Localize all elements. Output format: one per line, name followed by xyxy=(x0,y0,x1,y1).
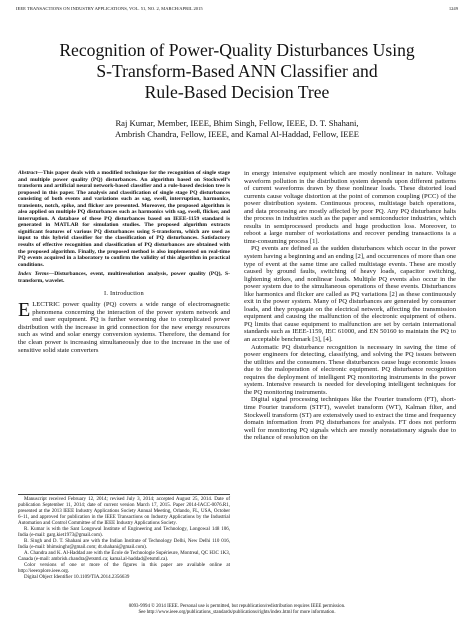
footnotes xyxy=(18,494,230,581)
copyright-line: See http://www.ieee.org/publications_standards/publications/rights/index.html for more information. xyxy=(138,610,336,615)
drop-cap: E xyxy=(18,299,31,322)
intro-paragraph xyxy=(18,301,230,354)
body-paragraph: Automatic PQ disturbance recognition is necessary in saving the time of power engineers for detecting, classifying, and solving the PQ issues between the utilities and the consumers. These disturbances cause huge economic losses due to the maloperation of electronic equipment. PQ disturbance recognition requires the deployment of intelligent PQ monitoring instruments in the power system. Intensive research is needed for developing intelligent techniques for the PQ monitoring instruments. xyxy=(244,343,456,396)
footnote: A. Chandra and K. Al-Haddad are with the École de Technologie Supérieure, Montreal, QC H3C 1K3, Canada (e-mail: ambrish.chandra@etsmtl.ca; kamal.al-haddad@etsmtl.ca). xyxy=(18,551,230,562)
abstract-lead: Abstract xyxy=(18,170,38,176)
abstract-text: —This paper deals with a modified technique for the recognition of single stage and multiple power quality (PQ) disturbances. An algorithm based on Stockwell’s transform and artificial neural network-based classifier and a rule-based decision tree is proposed in this paper. The analysis and classification of single stage PQ disturbances consisting of both events and variations such as sag, swell, interruption, harmonics, transients, notch, spike, and flicker are presented. Moreover, the proposed algorithm is also applied on multiple PQ disturbances such as harmonics with sag, swell, flicker, and interruption. A database of these PQ disturbances based on IEEE-1159 standard is generated in MATLAB for simulation studies. The proposed algorithm extracts significant features of various PQ disturbances using S-transform, which are used as input to this hybrid classifier for the classification of PQ disturbances. Satisfactory results of effective recognition and classification of PQ disturbances are obtained with the proposed algorithm. Finally, the proposed method is also implemented on real-time PQ events acquired in a laboratory to confirm the validity of this algorithm in practical conditions. xyxy=(18,170,230,268)
title-line: Recognition of Power-Quality Disturbances Using xyxy=(59,40,415,60)
journal-name: IEEE TRANSACTIONS ON INDUSTRY APPLICATIONS, VOL. 51, NO. 2, MARCH/APRIL 2015 xyxy=(16,6,203,11)
copyright-line: 0093-9994 © 2014 IEEE. Personal use is permitted, but republication/redistribution requires IEEE permission. xyxy=(128,604,346,609)
right-column xyxy=(244,170,456,590)
footnote: R. Kumar is with the Sant Longowal Institute of Engineering and Technology, Longowal 148 106, India (e-mail: garg.kiet1973@gmail.com). xyxy=(18,527,230,538)
paper-title xyxy=(20,40,454,103)
title-line: S-Transform-Based ANN Classifier and xyxy=(96,61,378,81)
running-header xyxy=(16,6,458,16)
index-terms-text: —Disturbances, event, multiresolution analysis, power quality (PQ), S-transform, wavelet. xyxy=(18,271,230,284)
index-terms xyxy=(18,271,230,284)
footnote: Digital Object Identifier 10.1109/TIA.2014.2356639 xyxy=(24,575,130,580)
footnote: Color versions of one or more of the figures in this paper are available online at http://ieeexplore.ieee.org. xyxy=(18,563,230,574)
intro-text: LECTRIC power quality (PQ) covers a wide range of electromagnetic phenomena concerning the interaction of the power system network and end user equipment. PQ is further worsening due to complicated power distribution with the increase in grid connection for the new energy resources such as wind and solar energy conversion systems. Therefore, the demand for the clean power is increasing simultaneously due to the increase in the use of sensitive solid state converters xyxy=(18,301,230,354)
author-line: Ambrish Chandra, Fellow, IEEE, and Kamal Al-Haddad, Fellow, IEEE xyxy=(115,129,359,139)
footnote: B. Singh and D. T. Shahani are with the Indian Institute of Technology Delhi, New Delhi 110 016, India (e-mail: bhimsinghr@gmail.com; dt.shahani@gmail.com). xyxy=(18,539,230,550)
abstract xyxy=(18,170,230,268)
body-paragraph: PQ events are defined as the sudden disturbances which occur in the power system having a beginning and an ending [2], and occurrences of more than one type of event at the same time are called multistage events. These are mostly caused by ground faults, switching of heavy loads, capacitor switching, lightening strikes, and nonlinear loads. Multiple PQ events also occur in the power system due to the simultaneous operations of these events. Disturbances like harmonics and flicker are called as PQ variations [2] as these continuously exit in the power system. Many of PQ disturbances are generated by consumer loads, and they propagate on the electrical network, affecting the transmission equipment and causing the malfunction of the electronic equipment of others. PQ limits that cause equipment to malfunction are set by certain international standards such as IEEE-1159, IEC 61000, and EN 50160 to maintain the PQ to an acceptable benchmark [3], [4]. xyxy=(244,245,456,344)
section-heading: I. Introduction xyxy=(104,290,144,298)
index-terms-lead: Index Terms xyxy=(18,271,49,278)
body-paragraph: Digital signal processing techniques like the Fourier transform (FT), short-time Fourier transform (STFT), wavelet transform (WT), Kalman filter, and Stockwell transform (ST) are extensively used to extract the time and frequency domain information from PQ disturbances for analysis. FT does not perform well for monitoring PQ signals which are mostly nonstationary signals due to the reliance of resolution on the xyxy=(244,396,456,442)
author-list xyxy=(20,118,454,140)
title-line: Rule-Based Decision Tree xyxy=(144,82,330,102)
footnote: Manuscript received February 12, 2014; revised July 3, 2014; accepted August 25, 2014. Date of publication September 11, 2014; date of current version March 17, 2015. Paper 2014-IACC-0076.R1, presented at the 2013 IEEE Industry Applications Society Annual Meeting, Orlando, FL, USA, October 6–11, and approved for publication in the IEEE Transactions on Industry Applications by the Industrial Automation and Control Committee of the IEEE Industry Applications Society. xyxy=(18,497,230,526)
page-number: 1249 xyxy=(448,6,458,11)
copyright-notice xyxy=(20,604,454,616)
body-paragraph: in energy intensive equipment which are mostly nonlinear in nature. Voltage waveform pollution in the distribution system depends upon different patterns of current waveforms drawn by these nonlinear loads. These distorted load currents cause voltage distortion at the point of common coupling (PCC) of the power distribution system. Continuous process, multistage batch operations, and data processing are mostly affected by poor PQ. Any PQ disturbance halts the process in industries such as the paper and semiconductor industries, which results in semiprocessed products and huge production loss. Moreover, to reboot a large number of workstations and recover pending transactions is a time-consuming process [1]. xyxy=(244,170,456,245)
author-line: Raj Kumar, Member, IEEE, Bhim Singh, Fellow, IEEE, D. T. Shahani, xyxy=(115,118,359,128)
